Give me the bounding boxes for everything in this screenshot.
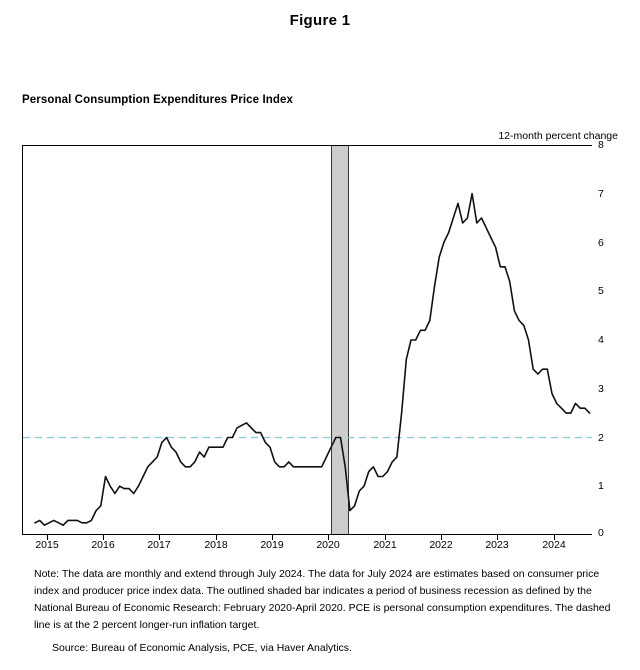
x-tick-2024: 2024 [542, 539, 566, 551]
x-tick-2022: 2022 [429, 539, 453, 551]
y-tick-4: 4 [598, 334, 604, 346]
x-tick-2019: 2019 [260, 539, 284, 551]
x-tick-2023: 2023 [485, 539, 509, 551]
y-tick-3: 3 [598, 382, 604, 395]
source-text: Bureau of Economic Analysis, PCE, via Haver Analytics. [91, 642, 352, 654]
y-tick-7: 7 [598, 187, 604, 200]
figure-title: Figure 1 [289, 12, 351, 29]
y-tick-5: 5 [598, 285, 604, 298]
note-label: Note: [34, 568, 60, 580]
figure-note [34, 566, 612, 634]
source-label: Source: [52, 642, 89, 654]
x-tick-2018: 2018 [204, 539, 228, 551]
x-tick-2020: 2020 [316, 539, 340, 551]
figure-source [34, 642, 612, 654]
x-tick-2016: 2016 [91, 539, 115, 551]
pce-inflation-line [22, 145, 592, 535]
y-tick-1: 1 [598, 480, 604, 493]
chart-heading: Personal Consumption Expenditures Price Index [22, 94, 293, 106]
y-tick-6: 6 [598, 236, 604, 249]
y-tick-8: 8 [598, 139, 604, 151]
plot-area [22, 145, 592, 535]
x-tick-2017: 2017 [147, 539, 171, 551]
x-tick-2015: 2015 [35, 539, 59, 551]
chart-container [22, 139, 618, 551]
x-tick-2021: 2021 [373, 539, 397, 551]
y-tick-0: 0 [598, 527, 604, 539]
units-label: 12-month percent change [498, 130, 618, 142]
note-text: The data are monthly and extend through July 2024. The data for July 2024 are estimates based on consumer price index and producer price index data. The outlined shaded bar indicates a period of business recession as defined by the National Bureau of Economic Research: February 2020-April 2020. PCE is personal consumption expenditures. The dashed line is at the 2 percent longer-run inflation target. [34, 568, 611, 631]
y-tick-2: 2 [598, 431, 604, 444]
